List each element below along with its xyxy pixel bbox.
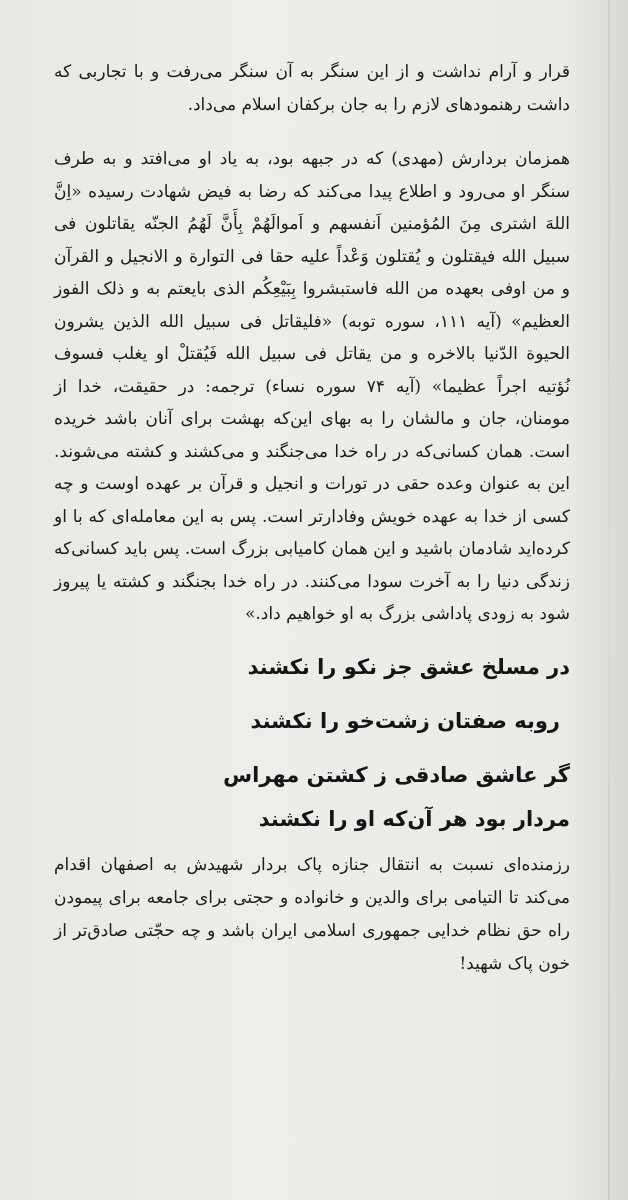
paragraph-3: رزمنده‌ای نسبت به انتقال جنازه پاک بردار شهیدش به اصفهان اقدام می‌کند تا التیامی برای والدین و خانواده و حجتی برای جامعه برای پیمودن راه حق نظام خدایی جمهوری اسلامی ایران باشد و چه حجّتی صادق‌تر از خون پاک شهید! xyxy=(54,854,570,974)
document-body xyxy=(54,56,570,1003)
page-fold-line xyxy=(608,0,610,1200)
paragraph-1: قرار و آرام نداشت و از این سنگر به آن سنگر می‌رفت و با تجاربی که داشت رهنمودهای لازم را به جان برکفان اسلام می‌داد. xyxy=(54,62,570,115)
poem-verse-2: روبه صفتان زشت‌خو را نکشند xyxy=(250,708,560,733)
poem-verse-3: گر عاشق صادقی ز کشتن مهراس xyxy=(223,762,570,787)
paragraph-2: همزمان بردارش (مهدی) که در جبهه بود، به یاد او می‌افتد و به طرف سنگر او می‌رود و اطلاع پیدا می‌کند که رضا به فیض شهادت رسیده «اِنَّ اللهَ اشتری مِنَ المُؤمنین اَنفسهم و اَموالَهُمْ بِأَنَّ لَهُمُ الجنّه یقاتلون فی سبیل الله فیقتلون و یُقتلون وَعْداً علیه حقا فی التوارة و الانجیل و القرآن و من اوفی بعهده من الله فاستبشروا بِبَیْعِکُم الذی بایعتم به و ذلک الفوز العظیم» (آیه ۱۱۱، سوره توبه) «فلیقاتل فی سبیل الله الذین یشرون الحیوة الدّنیا بالاخره و من یقاتل فی سبیل الله فَیُقتلْ او یغلب فسوف نُؤتیه اجراً عظیما» (آیه ۷۴ سوره نساء) ترجمه: در حقیقت، خدا از مومنان، جان و مالشان را به بهای این‌که بهشت برای آنان باشد خریده است. همان کسانی‌که در راه خدا می‌جنگند و می‌کشند و کشته می‌شوند. این به عنوان وعده حقی در تورات و انجیل و قرآن بر عهده اوست و چه کسی از خدا به عهده خویش وفادارتر است. پس به این معامله‌ای که با او کرده‌اید شادمان باشید و این همان کامیابی بزرگ است. پس باید کسانی‌که زندگی دنیا را به آخرت سودا می‌کنند. در راه خدا بجنگند و کشته یا پیروز شود به زودی پاداشی بزرگ به او خواهیم داد.» xyxy=(54,149,570,624)
poem-verse-1: در مسلخ عشق جز نکو را نکشند xyxy=(247,654,570,679)
poem-verse-4: مردار بود هر آن‌که او را نکشند xyxy=(258,806,570,831)
